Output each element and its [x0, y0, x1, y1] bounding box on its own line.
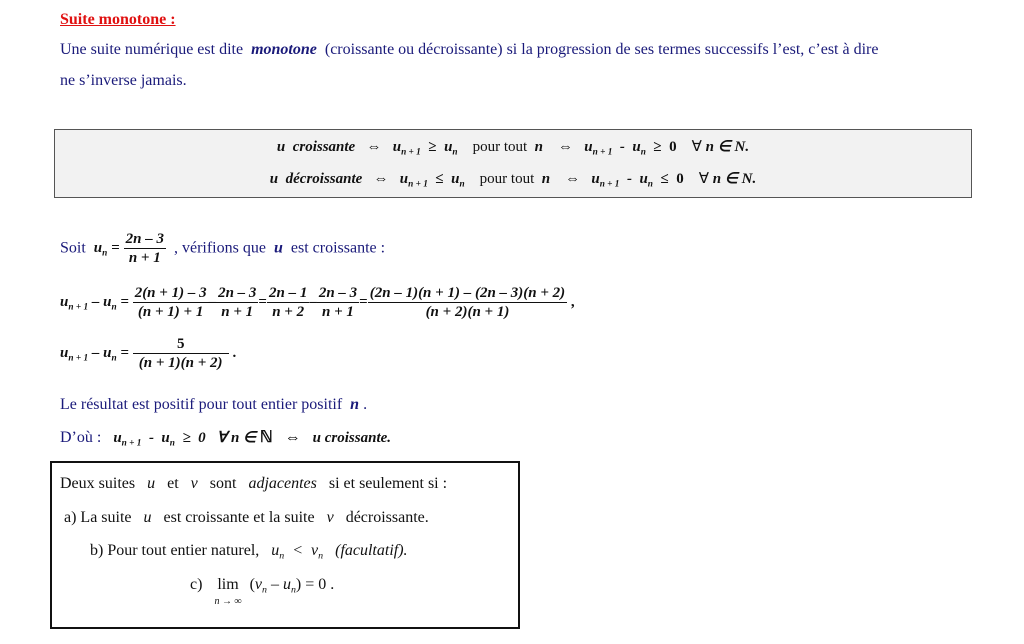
- in-set: n ∈ N.: [712, 171, 757, 187]
- equiv-symbol: ⇔: [366, 139, 382, 155]
- u-definition-fraction: [124, 230, 166, 267]
- u-symbol: u: [276, 139, 286, 155]
- forall-symbol: ∀: [691, 139, 702, 155]
- condition-c: c) lim n → ∞ $(v_n - u_n) = 0$ .: [190, 576, 335, 607]
- decroissante-row: u décroissante ⇔ $u_{n + 1} \le u_n$ pour tout n ⇔ $u_{n + 1} - u_n \le 0$ ∀ n ∈ N.: [269, 171, 757, 190]
- diff-relation: ≤: [660, 171, 669, 187]
- u-symbol: u: [273, 239, 283, 257]
- definition-line-1: [60, 41, 878, 59]
- fraction-1: $\frac{2(n + 1) - 3}{(n + 1) + 1}$: [134, 285, 207, 320]
- naturals-set: ℕ: [259, 429, 273, 446]
- fraction-numerator: 2n – 3: [125, 231, 164, 247]
- adjacent-sequences-box: [50, 461, 520, 629]
- diff-relation: ≥: [653, 139, 662, 155]
- croissante-word: croissante: [292, 139, 356, 155]
- u-symbol: u: [269, 171, 279, 187]
- dou-text: D’où :: [60, 429, 102, 446]
- definition-line-2: ne s’inverse jamais.: [60, 72, 187, 89]
- forall-symbol: ∀: [698, 171, 709, 187]
- pour-tout-text: pour tout: [479, 171, 535, 187]
- fraction-3: $\frac{2n - 1}{n + 2}$: [268, 285, 308, 320]
- relation-symbol: ≥: [428, 139, 437, 155]
- verify-text: , vérifions que: [173, 239, 266, 257]
- n-symbol: n: [534, 139, 544, 155]
- relation-symbol: ≤: [435, 171, 444, 187]
- pour-tout-text: pour tout: [472, 139, 528, 155]
- section-heading: Suite monotone :: [60, 11, 176, 28]
- adjacent-definition-line: Deux suites u et v sont adjacentes si et seulement si :: [60, 475, 448, 492]
- equation-1: $u_{n + 1} - u_n$ = $\frac{2(n + 1) - 3}{(n + 1) + 1}$ – $\frac{2n - 3}{n + 1}$ = $\frac{2n - 1}{n + 2}$ – $\frac{2n - 3}{n + 1}$ = $\frac{(2n - 1)(n + 1) - (2n - 3)(n + 2)}{(n + 2)(n + 1)}$ ,: [60, 285, 575, 320]
- definition-term: monotone: [251, 41, 317, 58]
- n-symbol: n: [541, 171, 551, 187]
- zero-value: 0: [669, 139, 677, 155]
- equation-2: $u_{n + 1} - u_n$ = $\frac{5}{(n + 1)(n + 2)}$ .: [60, 336, 237, 371]
- condition-a: a) La suite u est croissante et la suite v décroissante.: [64, 509, 429, 526]
- result-line: Le résultat est positif pour tout entier positif n .: [60, 396, 368, 413]
- n-symbol: n: [350, 396, 360, 413]
- fraction-2: $\frac{2n - 3}{n + 1}$: [218, 285, 257, 320]
- soit-text: Soit: [60, 239, 86, 257]
- conclusion-line: D’où : $u_{n + 1} - u_n \ge 0$ ∀ n ∈ ℕ ⇔ u croissante.: [60, 429, 392, 449]
- result-text: Le résultat est positif pour tout entier positif: [60, 396, 343, 413]
- fraction-4: $\frac{2n - 3}{n + 1}$: [318, 285, 358, 320]
- zero-value: 0: [676, 171, 684, 187]
- decroissante-word: décroissante: [285, 171, 363, 187]
- definition-prefix: Une suite numérique est dite: [60, 41, 244, 58]
- condition-b: b) Pour tout entier naturel, $u_n < v_n$ (facultatif).: [90, 542, 408, 562]
- in-set: n ∈ N.: [705, 139, 750, 155]
- equiv-symbol: ⇔: [373, 171, 389, 187]
- monotone-definition-box: [54, 129, 972, 198]
- croissante-row: u croissante ⇔ $u_{n + 1} \ge u_n$ pour tout n ⇔ $u_{n + 1} - u_n \ge 0$ ∀ n ∈ N.: [276, 139, 750, 158]
- example-intro: Soit $u_n$ = $\frac{2n - 3}{n + 1}$ , vérifions que u est croissante :: [60, 231, 386, 266]
- result-fraction: $\frac{5}{(n + 1)(n + 2)}$: [133, 335, 229, 372]
- limit-expression: lim n → ∞: [214, 576, 242, 607]
- croissante-text: est croissante :: [290, 239, 386, 257]
- fraction-5: $\frac{(2n - 1)(n + 1) - (2n - 3)(n + 2)}{(n + 2)(n + 1)}$: [369, 285, 566, 320]
- definition-suffix: (croissante ou décroissante) si la progression de ses termes successifs l’est, c’est à dire: [324, 41, 879, 58]
- fraction-denominator: n + 1: [128, 250, 161, 266]
- conclusion-text: u croissante.: [312, 430, 392, 446]
